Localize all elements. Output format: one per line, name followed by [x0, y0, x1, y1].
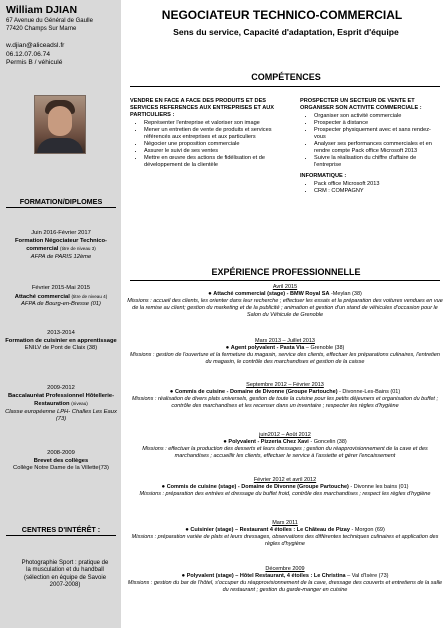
experience-description: Missions : préparation des entrées et dressage du buffet froid, contrôle des marchandises ; respect les règles d'hygiène: [139, 491, 431, 497]
list-item: • Prospecter physiquement avec et sans rendez-vous: [314, 127, 440, 141]
email: w.djian@aliceadsl.fr: [6, 42, 65, 49]
experience-description: Missions : gestion de l'ouverture et la fermeture du magasin, service des clients, effectuer les préparations culinaires, l'entretien du magasin, le contrôle des marchandises et gestion de la caisse: [130, 352, 440, 365]
bullet-icon: ●: [161, 484, 166, 490]
formation-note: (titre de niveau 4): [71, 294, 108, 300]
competences-right-heading: PROSPECTER UN SECTEUR DE VENTE ET ORGANISER SON ACTIVITE COMMERCIALE :: [300, 98, 422, 111]
experience-date: Février 2012 et avril 2012: [253, 477, 317, 483]
experience-title-text: Agent polyvalent - Pasta Via: [230, 345, 305, 351]
list-item: • Prospecter à distance: [314, 120, 440, 127]
divider: [130, 280, 440, 281]
experience-description: Missions : gestion du bar de l'hôtel, s'occuper du réapprovisionnement de la cave, dressage des couverts et entretiens de la salle du restaurant ; gestion du garde-manger en cuisine: [127, 580, 443, 593]
experience-date: juin2012 – Août 2012: [259, 432, 311, 438]
formation-entry: [3, 450, 119, 473]
experience-description: Missions : accueil des clients, les orienter dans leur recherche ; effectuer les essais et la préparation des voitures vendues en vue de la remise au client; gestion du marketing et de la publicité ; animation et gestion d'un stand de véhicules d'occasion pour le Salon du Véhicule de Grenoble: [127, 298, 443, 318]
experience-place: - Morgon (69): [351, 527, 385, 533]
experience-place: - Divonne les bains (01): [350, 484, 409, 490]
formation-school: AFPA de Bourg-en-Bresse (01): [21, 301, 101, 308]
competences-right: [300, 98, 440, 195]
experience-place: -Meylan (38): [330, 291, 362, 297]
list-item: • Analyser ses performances commerciales et en rendre compte Pack office Microsoft 2013: [314, 141, 440, 155]
formation-date: Février 2015-Mai 2015: [31, 285, 91, 291]
formation-entry: [3, 285, 119, 309]
experience-place: - Goncelin (38): [310, 439, 347, 445]
formation-date: 2009-2012: [47, 385, 75, 391]
formation-degree: Attaché commercial: [14, 294, 70, 301]
experience-title-text: Polyvalent - Pizzeria Chez Xavi: [228, 439, 309, 445]
list-item: • Mener un entretien de vente de produits et services référencés aux entreprises et aux particuliers: [144, 127, 282, 141]
formation-note: (titre de niveau 3): [60, 246, 96, 252]
list-item: • Suivre la réalisation du chiffre d'affaire de l'entreprise: [314, 155, 440, 169]
experience-title: EXPÉRIENCE PROFESSIONNELLE: [211, 267, 361, 277]
experience-entry: [127, 520, 443, 548]
centres-text: Photographie Sport : pratique de la musculation et du handball (sélection en équipe de Savoie 2007-2008): [21, 560, 109, 589]
divider: [130, 86, 440, 87]
info-list: [300, 181, 440, 195]
photo-shirt: [37, 138, 83, 154]
experience-entry: [127, 284, 443, 319]
contact-info: [6, 42, 118, 68]
info-heading: INFORMATIQUE :: [300, 173, 347, 179]
experience-date: Septembre 2012 – Février 2013: [246, 382, 324, 388]
formation-school: AFPA de PARIS 12ème: [30, 253, 92, 260]
formation-school: ENILV de Pont de Claix (38): [24, 345, 98, 352]
experience-place: – Val d'Isère (73): [347, 573, 389, 579]
formation-entry: [3, 385, 119, 423]
experience-title-text: Commis de cuisine - Domaine de Divonne (Groupe Partouche): [174, 389, 338, 395]
competences-left-heading: VENDRE EN FACE A FACE DES PRODUITS ET DES SERVICES REFERENCES AUX ENTREPRISES ET AUX PARTICULIERS :: [130, 98, 275, 118]
address: [6, 18, 118, 33]
experience-entry: [127, 566, 443, 594]
experience-entry: [127, 477, 443, 498]
address-line-1: 67 Avenue du Général de Gaulle: [6, 18, 93, 24]
list-item: • Mettre en œuvre des actions de fidélisation et de développement de la clientèle: [144, 155, 282, 169]
competences-title: COMPÉTENCES: [251, 72, 321, 82]
formation-date: 2013-2014: [47, 330, 75, 336]
list-item: • Assurer le suivi de ses ventes: [144, 148, 282, 155]
list-item: • CRM : COMPAGNY: [314, 188, 440, 195]
experience-place: - Divonne-Les-Bains (01): [339, 389, 401, 395]
experience-description: Missions : réalisation de divers plats universels, gestion de toute la cuisine pour les petits déjeuners et organisation du buffet ; contrôle des marchandises et les recenser dans un inventaire ; respecter les règles d'hygiène: [131, 396, 439, 409]
experience-date: Mars 2013 – Juillet 2013: [255, 338, 315, 344]
formation-entry: [3, 230, 119, 261]
formation-school: Classe européenne LPH- Challes Les Eaux (73): [5, 408, 117, 422]
bullet-icon: ●: [181, 573, 186, 579]
experience-title-text: Cuisinier (stage) – Restaurant 4 étoiles : Le Château de Pizay: [190, 527, 350, 533]
formation-degree: Formation Négociateur Technico-commercial: [14, 238, 107, 253]
experience-entry: [127, 382, 443, 410]
experience-description: Missions : préparation variée de plats et leurs dressages, observations des différentes techniques culinaires et application des règles d'hygiène: [131, 534, 439, 547]
phone: 06.12.07.06.74: [6, 50, 50, 58]
experience-place: – Grenoble (38): [305, 345, 345, 351]
experience-date: Avril 2015: [272, 284, 298, 290]
list-item: • Organiser son activité commerciale: [314, 113, 440, 120]
bullet-icon: ●: [225, 345, 230, 351]
competences-left: [130, 98, 282, 169]
bullet-icon: ●: [223, 439, 227, 445]
centres-title: CENTRES D'INTÉRÊT :: [6, 525, 116, 536]
formation-entry: [3, 330, 119, 353]
experience-date: Décembre 2009: [265, 566, 305, 572]
experience-entry: [127, 338, 443, 366]
photo-face: [48, 106, 72, 136]
list-item: • Négocier une proposition commerciale: [144, 141, 282, 148]
formation-note: (niveau): [71, 401, 88, 407]
sidebar: [0, 0, 121, 628]
driving-permit: Permis B / véhiculé: [6, 59, 63, 67]
experience-description: Missions : effectuer la production des desserts et leurs dressages ; gestion du réapprovisionnement de la cave et des marchandises ; accueillir les clients, effectuer le service à l'assiette et gérer l'encaissement: [142, 446, 428, 459]
formation-degree: Formation de cuisinier en apprentissage: [5, 338, 117, 345]
formation-date: Juin 2016-Février 2017: [31, 230, 91, 236]
formation-degree: Baccalauréat Professionnel Hôtellerie-Restauration: [8, 393, 114, 408]
list-item: • Représenter l'entreprise et valoriser son image: [144, 120, 282, 127]
experience-date: Mars 2011: [272, 520, 298, 526]
candidate-name: William DJIAN: [6, 4, 78, 16]
bullet-icon: ●: [169, 389, 174, 395]
bullet-icon: ●: [208, 291, 212, 297]
bullet-icon: ●: [185, 527, 189, 533]
competences-right-list: [300, 113, 440, 169]
competences-left-list: [130, 120, 282, 169]
profile-photo: [34, 95, 86, 154]
address-line-2: 77420 Champs Sur Marne: [6, 25, 77, 32]
experience-title-text: Commis de cuisine (stage) - Domaine de Divonne (Groupe Partouche): [166, 484, 349, 490]
formation-date: 2008-2009: [47, 450, 75, 456]
job-title: NEGOCIATEUR TECHNICO-COMMERCIAL: [161, 8, 403, 22]
experience-title-text: Attaché commercial (stage) - BMW Royal SA: [213, 291, 330, 297]
experience-title-text: Polyvalent (stage) – Hôtel Restaurant, 4 étoiles : Le Christina: [186, 573, 346, 579]
subtitle: Sens du service, Capacité d'adaptation, Esprit d'équipe: [173, 27, 399, 37]
list-item: • Pack office Microsoft 2013: [314, 181, 440, 188]
formation-degree: Brevet des collèges: [33, 458, 89, 465]
formation-title: FORMATION/DIPLOMES: [6, 197, 116, 208]
experience-entry: [127, 432, 443, 460]
formation-school: Collège Notre Dame de la Villette(73): [13, 465, 109, 472]
